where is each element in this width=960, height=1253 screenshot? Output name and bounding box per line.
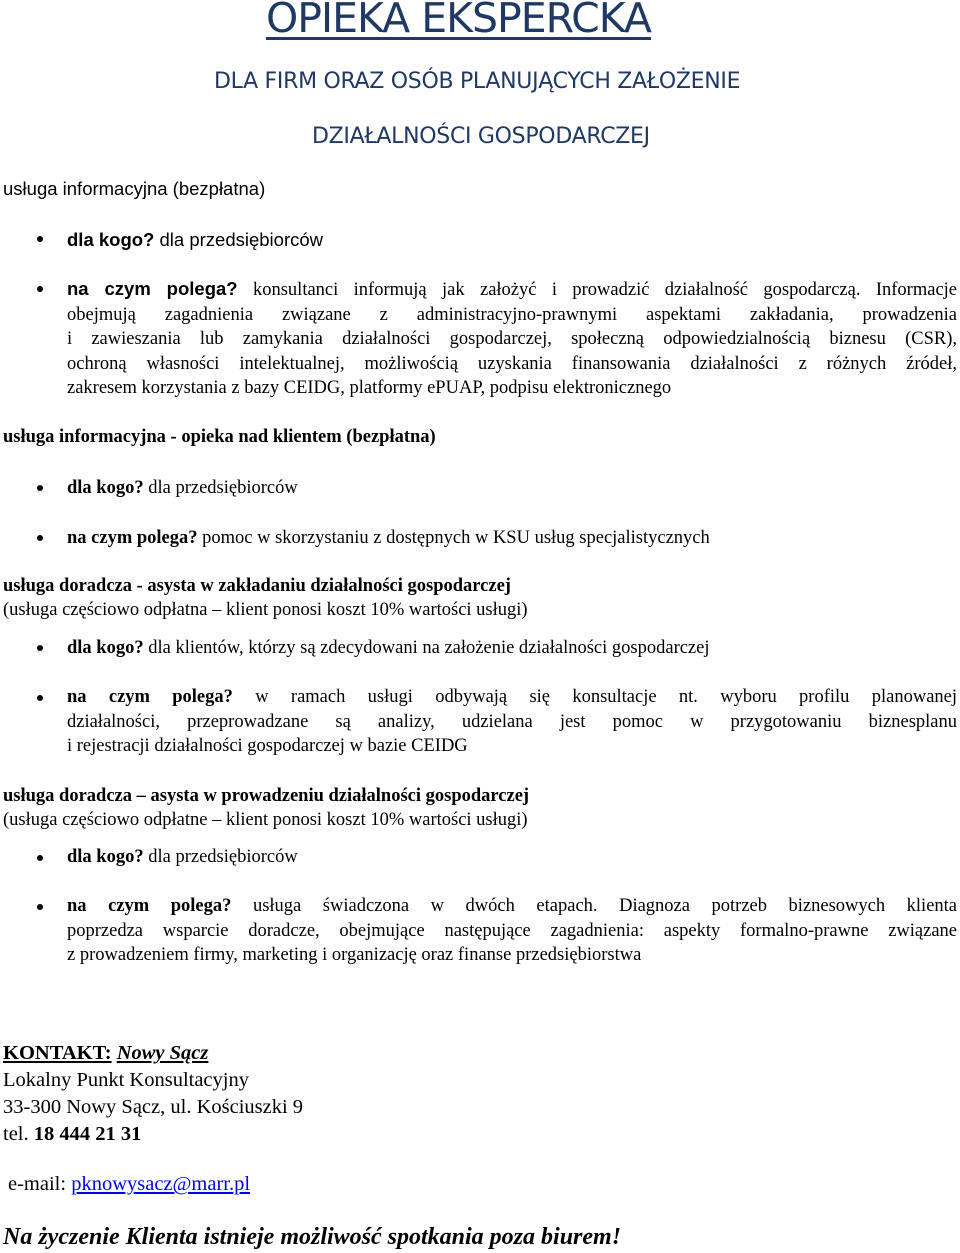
bullet-icon	[37, 535, 43, 541]
what-line: poprzedza wsparcie doradcze, obejmujące następujące zagadnienia: aspekty formalno-prawne związane	[67, 920, 957, 941]
contact-address: 33-300 Nowy Sącz, ul. Kościuszki 9	[3, 1096, 304, 1118]
what-line: usługa świadczona w dwóch etapach. Diagnoza potrzeb biznesowych klienta	[252, 896, 958, 916]
what-line: z prowadzeniem firmy, marketing i organizację oraz finanse przedsiębiorstwa	[67, 945, 642, 965]
what-line: i rejestracji działalności gospodarczej w bazie CEIDG	[67, 736, 468, 756]
email-label: e-mail:	[8, 1173, 67, 1195]
bullet-icon	[37, 645, 43, 651]
service-2-for	[67, 476, 298, 501]
service-2-heading: usługa informacyjna - opieka nad klientem (bezpłatna)	[3, 427, 436, 447]
what-line: obejmują zagadnienia związane z administracyjno-prawnymi aspektami zakładania, prowadzenia	[67, 304, 957, 325]
service-4-for	[67, 845, 298, 870]
what-line: działalności, przeprowadzane są analizy, udzielana jest pomoc w przygotowaniu biznesplanu	[67, 711, 957, 732]
what-label: na czym polega?	[67, 896, 232, 916]
for-value: dla przedsiębiorców	[148, 478, 298, 498]
service-1-heading: usługa informacyjna (bezpłatna)	[3, 178, 266, 199]
service-4-description	[67, 894, 957, 968]
bullet-icon	[37, 695, 43, 701]
email-link[interactable]: pknowysacz@marr.pl	[71, 1173, 251, 1195]
page-subtitle-line1: DLA FIRM ORAZ OSÓB PLANUJĄCYCH ZAŁOŻENIE	[214, 69, 741, 94]
service-1-for	[67, 227, 323, 252]
service-2-description	[67, 526, 710, 551]
what-label: na czym polega?	[67, 278, 238, 299]
service-1-description	[67, 277, 957, 401]
contact-phone	[3, 1121, 141, 1147]
bullet-icon	[37, 236, 43, 242]
what-label: na czym polega?	[67, 687, 233, 707]
bullet-icon	[37, 485, 43, 491]
for-value: dla przedsiębiorców	[159, 229, 324, 250]
page-subtitle-line2: DZIAŁALNOŚCI GOSPODARCZEJ	[312, 124, 650, 149]
contact-office: Lokalny Punkt Konsultacyjny	[3, 1069, 249, 1091]
contact-email	[8, 1171, 250, 1197]
for-value: dla przedsiębiorców	[148, 847, 298, 867]
service-3-description	[67, 685, 957, 759]
phone-label: tel.	[3, 1123, 29, 1145]
service-3-heading: usługa doradcza - asysta w zakładaniu działalności gospodarczej	[3, 576, 511, 596]
what-line: konsultanci informują jak założyć i prowadzić działalność gospodarczą. Informacje	[252, 280, 958, 300]
for-label: dla kogo?	[67, 847, 144, 867]
bullet-icon	[37, 855, 43, 861]
service-4-note: (usługa częściowo odpłatne – klient ponosi koszt 10% wartości usługi)	[3, 810, 528, 830]
what-line: zakresem korzystania z bazy CEIDG, platformy ePUAP, podpisu elektronicznego	[67, 378, 672, 398]
phone-value: 18 444 21 31	[33, 1123, 142, 1145]
what-line: w ramach usługi odbywają się konsultacje nt. wyboru profilu planowanej	[255, 687, 958, 707]
service-3-for	[67, 636, 710, 661]
for-value: dla klientów, którzy są zdecydowani na założenie działalności gospodarczej	[148, 638, 710, 658]
contact-label: KONTAKT:	[3, 1042, 112, 1064]
service-4-heading: usługa doradcza – asysta w prowadzeniu działalności gospodarczej	[3, 786, 530, 806]
footer-note: Na życzenie Klienta istnieje możliwość spotkania poza biurem!	[3, 1224, 622, 1250]
for-label: dla kogo?	[67, 638, 144, 658]
bullet-icon	[37, 286, 43, 292]
what-line: i zawieszania lub zamykania działalności gospodarczej, społeczną odpowiedzialnością biznesu (CSR),	[67, 329, 957, 349]
for-label: dla kogo?	[67, 478, 144, 498]
bullet-icon	[37, 904, 43, 910]
contact-heading	[3, 1040, 208, 1066]
service-3-note: (usługa częściowo odpłatna – klient ponosi koszt 10% wartości usługi)	[3, 600, 528, 620]
contact-city: Nowy Sącz	[116, 1042, 209, 1064]
what-line: ochroną własności intelektualnej, możliwością uzyskania finansowania działalności z różnych źródeł,	[67, 353, 957, 374]
page-title: OPIEKA EKSPERCKA	[266, 0, 651, 42]
what-line: pomoc w skorzystaniu z dostępnych w KSU usług specjalistycznych	[202, 528, 710, 548]
what-label: na czym polega?	[67, 528, 198, 548]
for-label: dla kogo?	[67, 229, 155, 250]
